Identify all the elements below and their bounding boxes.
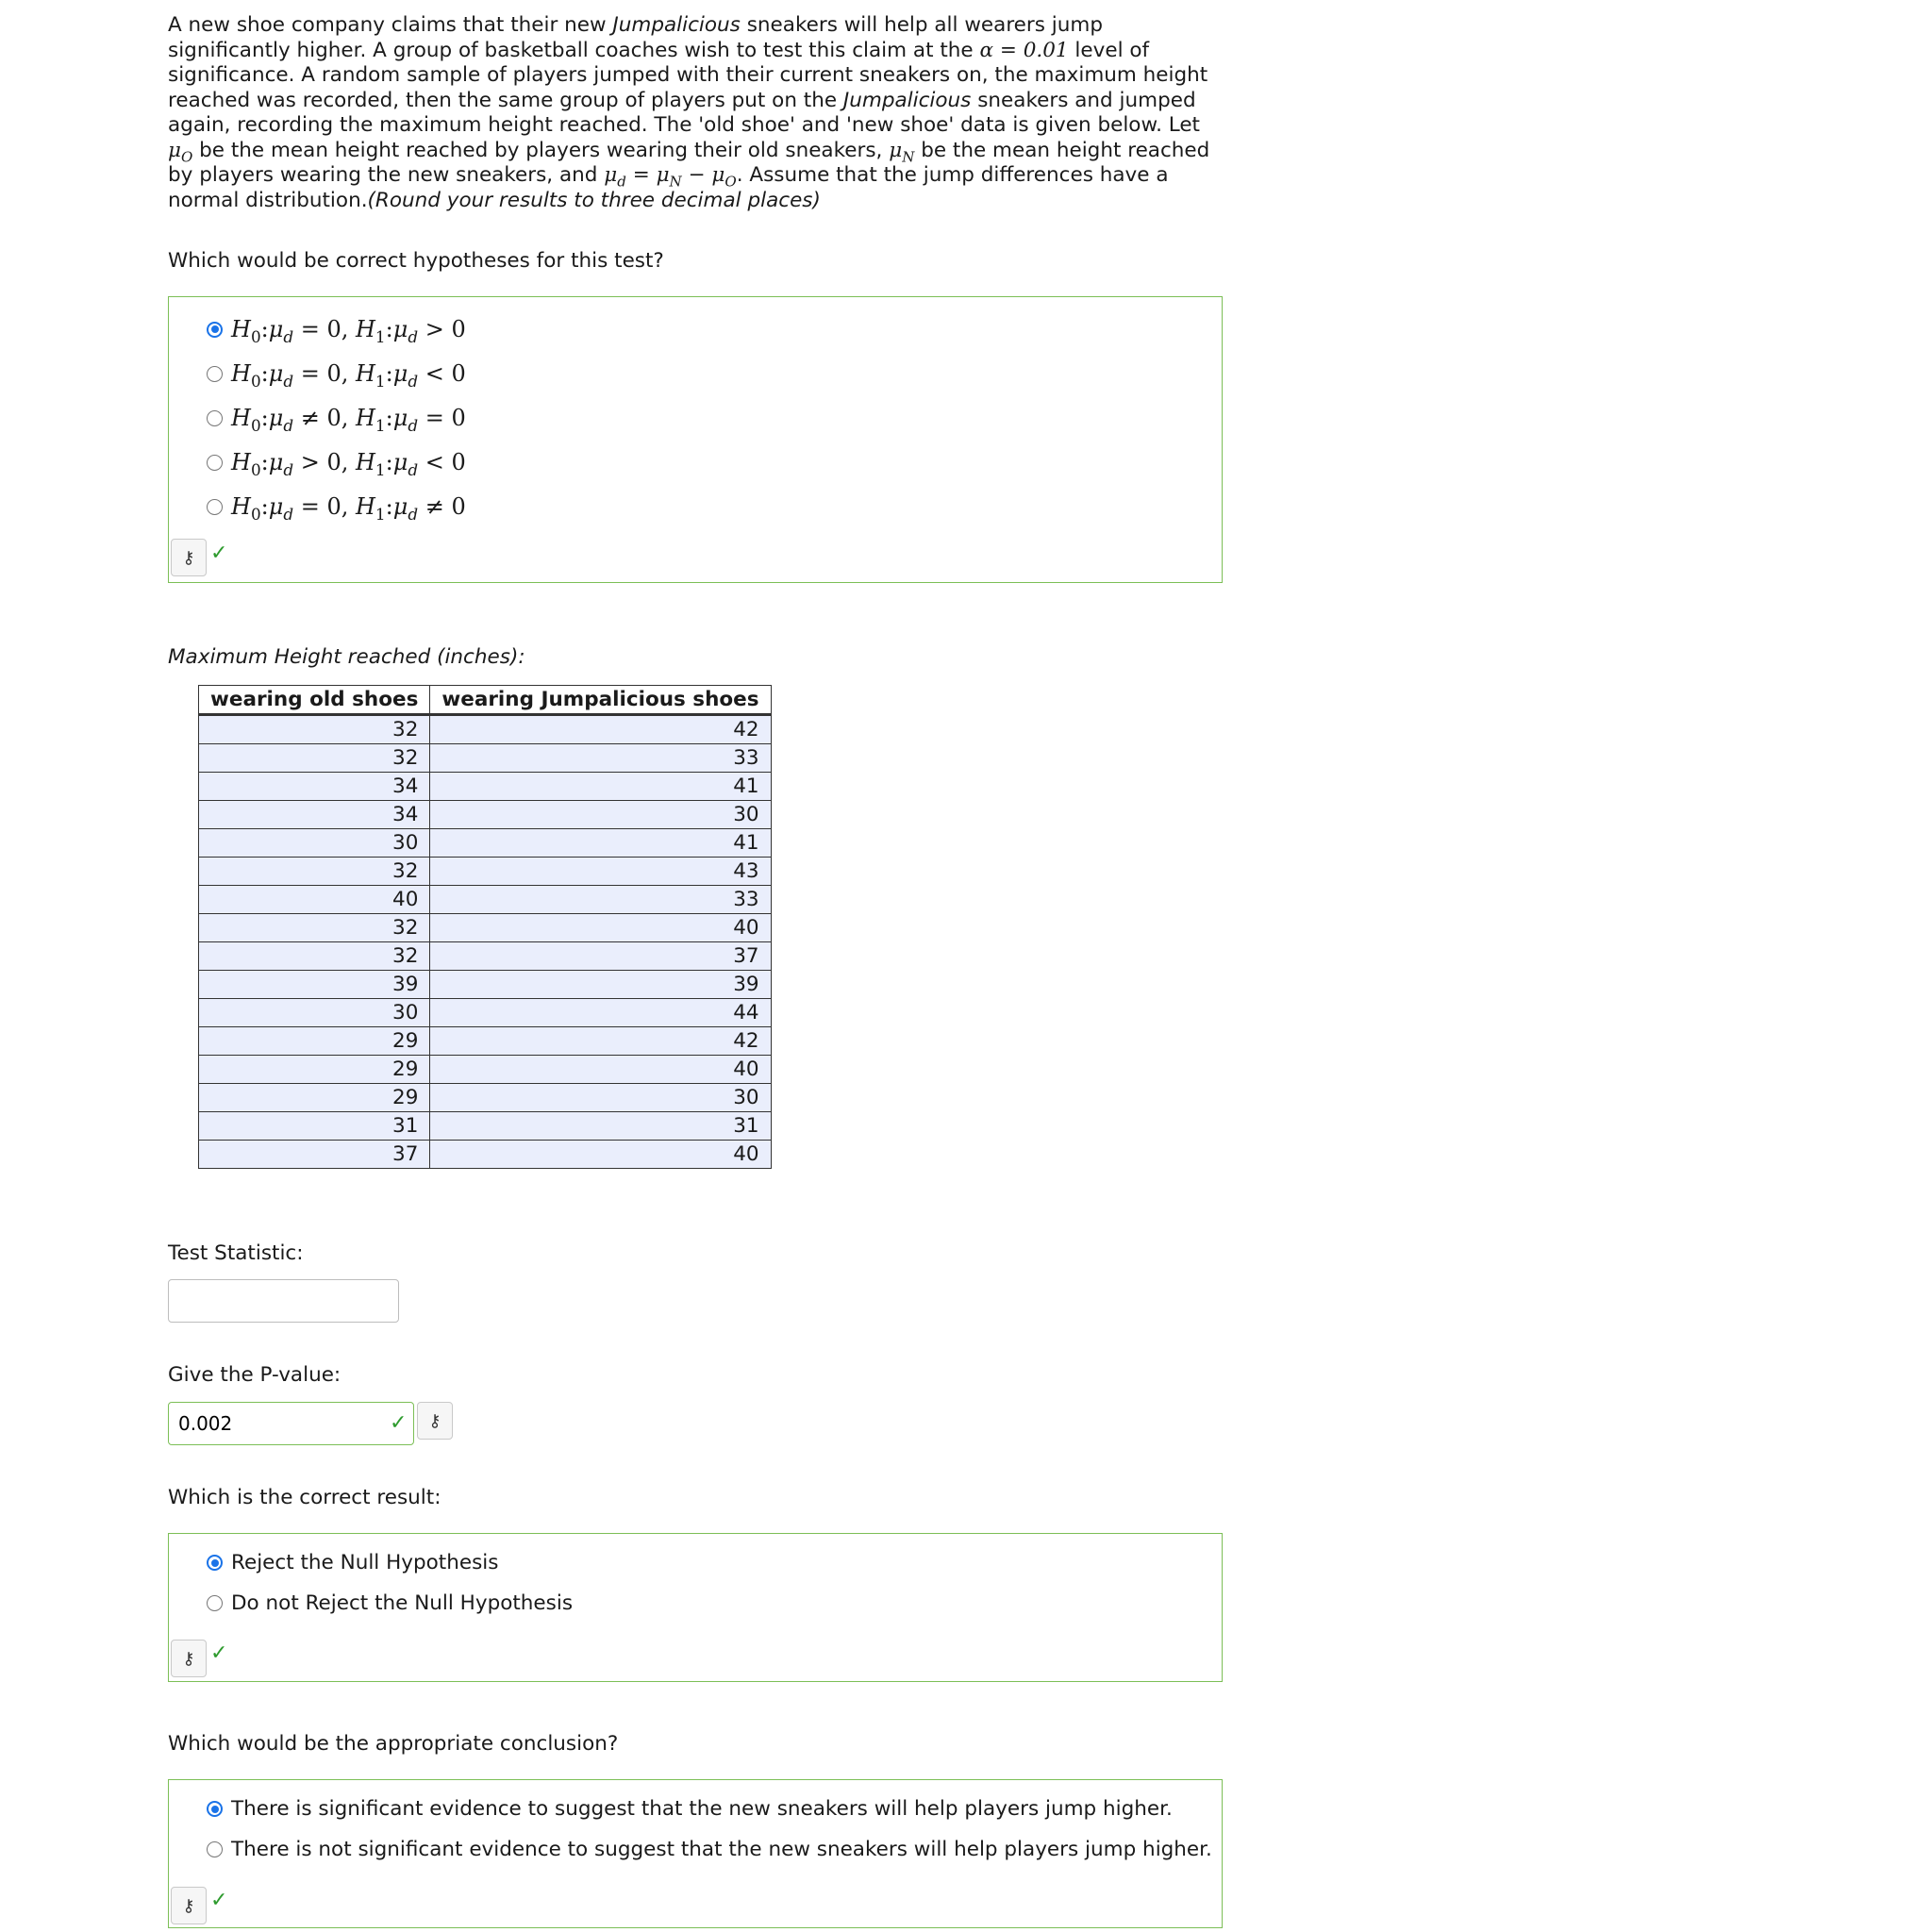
table-caption: Maximum Height reached (inches): bbox=[168, 645, 525, 669]
check-icon: ✓ bbox=[210, 1641, 228, 1665]
result-box bbox=[168, 1533, 1223, 1682]
table-row bbox=[199, 971, 772, 999]
new-shoes-cell: 31 bbox=[430, 1112, 771, 1141]
conclusion-option-not-significant[interactable]: There is not significant evidence to suggest that the new sneakers will help players jump higher. bbox=[207, 1838, 1212, 1861]
old-shoes-cell: 29 bbox=[199, 1056, 430, 1084]
hypothesis-option-3[interactable]: $H_0:\mu_d \ne 0$, $H_1:\mu_d = 0$ bbox=[207, 405, 466, 431]
header-old-shoes: wearing old shoes bbox=[199, 686, 430, 715]
check-icon: ✓ bbox=[210, 541, 228, 565]
radio-button[interactable] bbox=[207, 410, 223, 426]
check-icon: ✓ bbox=[390, 1411, 408, 1435]
table-row bbox=[199, 829, 772, 858]
key-icon[interactable]: ⚷ bbox=[171, 1640, 207, 1677]
conclusion-option-significant[interactable]: There is significant evidence to suggest that the new sneakers will help players jump higher. bbox=[207, 1797, 1173, 1821]
radio-button[interactable] bbox=[207, 366, 223, 382]
old-shoes-cell: 31 bbox=[199, 1112, 430, 1141]
radio-button[interactable] bbox=[207, 1595, 223, 1611]
new-shoes-cell: 30 bbox=[430, 801, 771, 829]
p-value-input[interactable] bbox=[168, 1402, 414, 1445]
new-shoes-cell: 41 bbox=[430, 829, 771, 858]
table-row bbox=[199, 773, 772, 801]
old-shoes-cell: 30 bbox=[199, 829, 430, 858]
problem-statement: A new shoe company claims that their new Jumpalicious sneakers will help all wearers jump significantly higher. A group of basketball coaches wish to test this claim at the α = 0.01 level of significance. A random sample of players jumped with their current sneakers on, the maximum height reached was recorded, then the same group of players put on the Jumpalicious sneakers and jumped again, recording the maximum height reached. The 'old shoe' and 'new shoe' data is given below. Let $\mu_O$ be the mean height reached by players wearing their old sneakers, $\mu_N$ be the mean height reached by players wearing the new sneakers, and $\mu_d = \mu_N - \mu_O$. Assume that the jump differences have a normal distribution.(Round your results to three decimal places) bbox=[168, 13, 1210, 212]
table-row bbox=[199, 942, 772, 971]
new-shoes-cell: 41 bbox=[430, 773, 771, 801]
question-page bbox=[168, 13, 1229, 1916]
radio-button[interactable] bbox=[207, 1841, 223, 1857]
check-icon: ✓ bbox=[210, 1889, 228, 1912]
old-shoes-cell: 32 bbox=[199, 942, 430, 971]
table-row bbox=[199, 858, 772, 886]
table-row bbox=[199, 1084, 772, 1112]
hypotheses-box bbox=[168, 296, 1223, 583]
old-shoes-cell: 37 bbox=[199, 1141, 430, 1169]
key-icon[interactable]: ⚷ bbox=[171, 1887, 207, 1924]
new-shoes-cell: 37 bbox=[430, 942, 771, 971]
old-shoes-cell: 32 bbox=[199, 715, 430, 744]
table-row bbox=[199, 914, 772, 942]
hypothesis-option-1[interactable]: $H_0:\mu_d = 0$, $H_1:\mu_d > 0$ bbox=[207, 316, 466, 342]
table-row bbox=[199, 886, 772, 914]
table-header-row bbox=[199, 686, 772, 715]
radio-button[interactable] bbox=[207, 322, 223, 338]
radio-button[interactable] bbox=[207, 455, 223, 471]
hypothesis-option-5[interactable]: $H_0:\mu_d = 0$, $H_1:\mu_d \ne 0$ bbox=[207, 493, 466, 520]
old-shoes-cell: 32 bbox=[199, 914, 430, 942]
new-shoes-cell: 40 bbox=[430, 914, 771, 942]
header-new-shoes: wearing Jumpalicious shoes bbox=[430, 686, 771, 715]
table-row bbox=[199, 1027, 772, 1056]
result-option-do-not-reject[interactable]: Do not Reject the Null Hypothesis bbox=[207, 1591, 573, 1615]
old-shoes-cell: 40 bbox=[199, 886, 430, 914]
table-row bbox=[199, 744, 772, 773]
radio-button[interactable] bbox=[207, 1801, 223, 1817]
radio-button[interactable] bbox=[207, 1555, 223, 1571]
key-icon[interactable]: ⚷ bbox=[171, 539, 207, 576]
test-statistic-label: Test Statistic: bbox=[168, 1241, 304, 1265]
old-shoes-cell: 30 bbox=[199, 999, 430, 1027]
table-row bbox=[199, 1056, 772, 1084]
radio-button[interactable] bbox=[207, 499, 223, 515]
old-shoes-cell: 29 bbox=[199, 1084, 430, 1112]
hypothesis-option-4[interactable]: $H_0:\mu_d > 0$, $H_1:\mu_d < 0$ bbox=[207, 449, 466, 475]
old-shoes-cell: 32 bbox=[199, 744, 430, 773]
result-option-reject[interactable]: Reject the Null Hypothesis bbox=[207, 1551, 498, 1574]
result-question: Which is the correct result: bbox=[168, 1486, 441, 1509]
table-row bbox=[199, 1112, 772, 1141]
old-shoes-cell: 29 bbox=[199, 1027, 430, 1056]
new-shoes-cell: 30 bbox=[430, 1084, 771, 1112]
table-row bbox=[199, 1141, 772, 1169]
new-shoes-cell: 44 bbox=[430, 999, 771, 1027]
test-statistic-input[interactable] bbox=[168, 1279, 399, 1323]
old-shoes-cell: 32 bbox=[199, 858, 430, 886]
new-shoes-cell: 33 bbox=[430, 744, 771, 773]
hypotheses-question: Which would be correct hypotheses for this test? bbox=[168, 249, 664, 273]
conclusion-question: Which would be the appropriate conclusion? bbox=[168, 1732, 619, 1756]
new-shoes-cell: 42 bbox=[430, 715, 771, 744]
new-shoes-cell: 42 bbox=[430, 1027, 771, 1056]
old-shoes-cell: 34 bbox=[199, 801, 430, 829]
new-shoes-cell: 33 bbox=[430, 886, 771, 914]
table-row bbox=[199, 999, 772, 1027]
new-shoes-cell: 40 bbox=[430, 1141, 771, 1169]
p-value-label: Give the P-value: bbox=[168, 1363, 341, 1387]
key-icon[interactable]: ⚷ bbox=[417, 1402, 453, 1440]
table-row bbox=[199, 801, 772, 829]
new-shoes-cell: 40 bbox=[430, 1056, 771, 1084]
new-shoes-cell: 43 bbox=[430, 858, 771, 886]
conclusion-box bbox=[168, 1779, 1223, 1928]
data-table bbox=[198, 685, 772, 1169]
table-row bbox=[199, 715, 772, 744]
hypothesis-option-2[interactable]: $H_0:\mu_d = 0$, $H_1:\mu_d < 0$ bbox=[207, 360, 466, 387]
new-shoes-cell: 39 bbox=[430, 971, 771, 999]
old-shoes-cell: 34 bbox=[199, 773, 430, 801]
old-shoes-cell: 39 bbox=[199, 971, 430, 999]
